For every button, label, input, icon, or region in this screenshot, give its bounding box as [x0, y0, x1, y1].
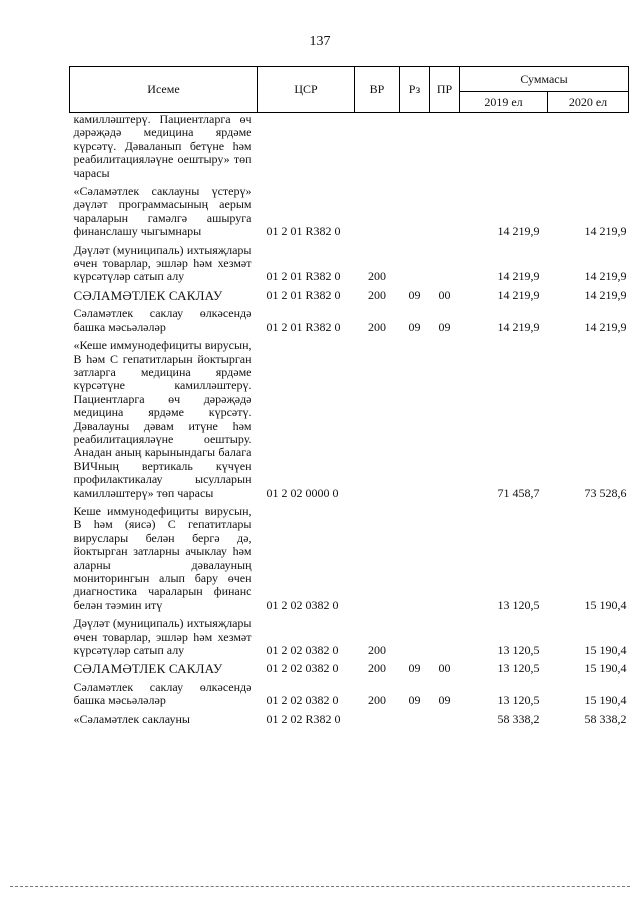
row-sum-2019: 14 219,9 [497, 287, 540, 302]
row-rz [400, 617, 430, 657]
row-pr [430, 713, 460, 726]
row-sum-2020: 14 219,9 [584, 224, 627, 239]
header-2020: 2020 ел [548, 92, 629, 113]
row-name: СӘЛАМӘТЛЕК САКЛАУ [73, 661, 223, 677]
row-sum-2020: 15 190,4 [584, 693, 627, 708]
header-pr: ПР [430, 67, 460, 113]
row-csr: 01 2 01 R382 0 [266, 269, 341, 284]
table-row [70, 289, 629, 302]
budget-table [69, 66, 629, 726]
row-csr: 01 2 02 0382 0 [266, 693, 339, 708]
row-vr: 200 [368, 661, 386, 676]
row-rz [400, 244, 430, 284]
row-sum-2020: 15 190,4 [584, 643, 627, 658]
row-pr [430, 185, 460, 239]
table-body [70, 113, 629, 727]
table-row [70, 339, 629, 500]
table-row [70, 307, 629, 334]
row-sum-2019: 13 120,5 [497, 643, 540, 658]
row-rz [400, 713, 430, 726]
row-name: «Сәламәтлек саклауны [73, 711, 190, 726]
row-vr [355, 113, 400, 181]
row-csr: 01 2 02 0000 0 [266, 485, 339, 500]
header-2019: 2019 ел [460, 92, 548, 113]
page-bottom-divider [10, 886, 630, 887]
row-name: СӘЛАМӘТЛЕК САКЛАУ [73, 287, 223, 303]
row-csr: 01 2 02 0382 0 [266, 661, 339, 676]
row-pr [430, 113, 460, 181]
row-pr: 09 [438, 693, 451, 708]
table-header [70, 67, 629, 113]
row-csr: 01 2 01 R382 0 [266, 319, 341, 334]
row-rz [400, 505, 430, 612]
row-pr [430, 244, 460, 284]
row-name: Дәүләт (муниципаль) ихтыяҗлары өчен товарлар, эшләр һәм хезмәт күрсәтүләр сатып алу [73, 616, 252, 658]
row-name: Дәүләт (муниципаль) ихтыяҗлары өчен товарлар, эшләр һәм хезмәт күрсәтүләр сатып алу [73, 242, 252, 284]
table-row [70, 662, 629, 675]
row-sum-2019 [460, 113, 548, 181]
table-row [70, 681, 629, 708]
header-csr: ЦСР [258, 67, 355, 113]
row-sum-2020: 14 219,9 [584, 319, 627, 334]
header-sums: Суммасы [460, 67, 629, 92]
row-name: Кеше иммунодефициты вирусын, В һәм (яисә) С гепатитлары вируслары белән бергә дә, йоктырган затларны ачыклау һәм аларны дәвалауның мониторингын алып бару өчен диагностика чараларын финанс белән тәэмин итү [73, 503, 252, 612]
row-vr [355, 339, 400, 500]
table-row [70, 244, 629, 284]
row-sum-2019: 13 120,5 [497, 597, 540, 612]
row-rz: 09 [408, 287, 421, 302]
row-sum-2020: 58 338,2 [584, 711, 627, 726]
row-rz: 09 [408, 693, 421, 708]
row-sum-2019: 14 219,9 [497, 319, 540, 334]
row-pr: 09 [438, 319, 451, 334]
row-sum-2019: 71 458,7 [497, 485, 540, 500]
row-rz [400, 185, 430, 239]
row-pr [430, 505, 460, 612]
row-sum-2019: 13 120,5 [497, 693, 540, 708]
table-row [70, 713, 629, 726]
budget-table-wrapper [69, 66, 628, 726]
row-csr: 01 2 01 R382 0 [266, 224, 341, 239]
row-name: «Сәламәтлек саклауны үстерү» дәүләт программасының аерым чараларын гамәлгә ашыруга финанслашу чыгымнары [73, 184, 252, 239]
table-row [70, 617, 629, 657]
row-vr [355, 185, 400, 239]
row-vr: 200 [368, 287, 386, 302]
row-csr: 01 2 02 R382 0 [266, 711, 341, 726]
header-name: Исеме [70, 67, 258, 113]
row-csr: 01 2 02 0382 0 [266, 597, 339, 612]
row-sum-2020: 15 190,4 [584, 597, 627, 612]
row-vr: 200 [368, 643, 386, 658]
row-vr: 200 [368, 319, 386, 334]
header-vr: ВР [355, 67, 400, 113]
row-name: камилләштерү. Пациентларга өч дәрәҗәдә медицина ярдәме күрсәтү. Дәваланып бетүне һәм реабилитацияләүне оештыру» төп чарасы [73, 112, 252, 180]
row-pr: 00 [438, 287, 451, 302]
header-rz: Рз [400, 67, 430, 113]
row-vr [355, 505, 400, 612]
row-sum-2020: 73 528,6 [584, 485, 627, 500]
row-name: «Кеше иммунодефициты вирусын, В һәм С гепатитларын йоктырган затларга медицина ярдәме күрсәтүне камилләштерү. Пациентларга өч дәрәҗәдә медицина ярдәме күрсәтү. Дәвалауны дәвам итүне һәм реабилитацияләүне оештыру. Анадан аның карынындагы балага ВИЧның вертикаль күчүен профилактикалау ысулларын камилләштерү» төп чарасы [73, 338, 252, 500]
table-row [70, 505, 629, 612]
page-number: 137 [309, 34, 331, 49]
row-name: Сәламәтлек саклау өлкәсендә башка мәсьәләләр [73, 306, 252, 334]
row-pr: 00 [438, 661, 451, 676]
row-rz [400, 113, 430, 181]
row-pr [430, 617, 460, 657]
row-csr [258, 113, 355, 181]
row-csr: 01 2 02 0382 0 [266, 643, 339, 658]
row-sum-2019: 58 338,2 [497, 711, 540, 726]
table-row [70, 185, 629, 239]
table-row [70, 113, 629, 181]
row-rz [400, 339, 430, 500]
row-rz: 09 [408, 661, 421, 676]
row-sum-2019: 14 219,9 [497, 224, 540, 239]
row-sum-2019: 13 120,5 [497, 661, 540, 676]
row-sum-2020: 14 219,9 [584, 287, 627, 302]
row-sum-2020: 15 190,4 [584, 661, 627, 676]
row-rz: 09 [408, 319, 421, 334]
row-pr [430, 339, 460, 500]
row-sum-2020: 14 219,9 [584, 269, 627, 284]
row-vr: 200 [368, 269, 386, 284]
row-name: Сәламәтлек саклау өлкәсендә башка мәсьәләләр [73, 679, 252, 708]
row-sum-2020 [548, 113, 629, 181]
row-vr: 200 [368, 693, 386, 708]
row-vr [355, 713, 400, 726]
row-sum-2019: 14 219,9 [497, 269, 540, 284]
row-csr: 01 2 01 R382 0 [266, 287, 341, 302]
